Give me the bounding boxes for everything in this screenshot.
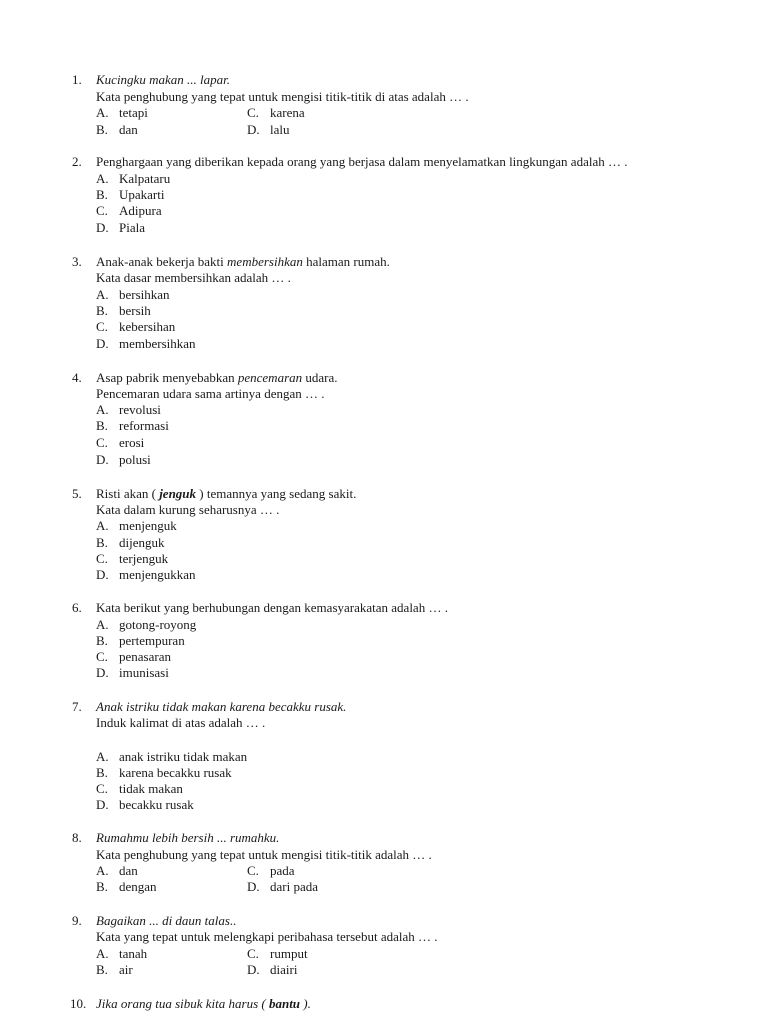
question-number: 10. [70,996,87,1011]
option-letter: C. [96,551,108,566]
option-letter: B. [96,122,108,137]
option-text: gotong-royong [119,617,197,632]
question-stem [96,486,356,502]
option-letter: D. [96,452,109,467]
question-number: 8. [72,830,82,845]
option-text: diairi [270,962,298,977]
question-stem: Anak istriku tidak makan karena becakku rusak. [96,699,347,714]
option-text: menjenguk [119,518,177,533]
option-letter: A. [96,287,109,302]
option-text: imunisasi [119,665,169,680]
option-text: tetapi [119,105,148,120]
option-letter: D. [247,962,260,977]
question-stem [96,996,311,1012]
option-text: tanah [119,946,148,961]
option-text: erosi [119,435,145,450]
question-prompt: Pencemaran udara sama artinya dengan … . [96,386,325,401]
option-letter: C. [247,863,259,878]
option-letter: C. [247,946,259,961]
option-text: polusi [119,452,151,467]
stem-before: Jika orang tua sibuk kita harus ( [96,996,269,1011]
option-text: karena becakku rusak [119,765,232,780]
option-text: menjengukkan [119,567,196,582]
option-text: becakku rusak [119,797,194,812]
question-number: 3. [72,254,82,269]
question-stem [96,254,390,270]
stem-emphasis: pencemaran [237,370,303,385]
option-text: rumput [270,946,308,961]
stem-emphasis: jenguk [159,486,197,501]
question-number: 7. [72,699,82,714]
option-letter: C. [96,203,108,218]
option-letter: B. [96,418,108,433]
option-letter: A. [96,749,109,764]
option-letter: D. [96,336,109,351]
option-letter: D. [96,567,109,582]
option-letter: A. [96,105,109,120]
option-letter: A. [96,171,109,186]
option-letter: A. [96,518,109,533]
question-stem: Bagaikan ... di daun talas.. [96,913,237,928]
question-prompt: Kata penghubung yang tepat untuk mengisi titik-titik di atas adalah … . [96,89,469,104]
option-letter: C. [96,435,108,450]
option-text: dari pada [270,879,319,894]
option-letter: A. [96,402,109,417]
option-text: dengan [119,879,157,894]
question-number: 4. [72,370,82,385]
option-text: terjenguk [119,551,169,566]
stem-before: Anak-anak bekerja bakti [96,254,228,269]
question-prompt: Kata yang tepat untuk melengkapi peribahasa tersebut adalah … . [96,929,438,944]
question-stem: Rumahmu lebih bersih ... rumahku. [96,830,280,845]
stem-emphasis: membersihkan [227,254,303,269]
option-letter: A. [96,617,109,632]
option-text: Adipura [119,203,162,218]
option-text: karena [270,105,305,120]
question-stem: Penghargaan yang diberikan kepada orang yang berjasa dalam menyelamatkan lingkungan adalah … . [96,154,628,169]
option-letter: D. [96,797,109,812]
stem-after: ) temannya yang sedang sakit. [196,486,357,501]
question-prompt: Kata penghubung yang tepat untuk mengisi titik-titik adalah … . [96,847,432,862]
stem-before: Asap pabrik menyebabkan [96,370,238,385]
option-text: anak istriku tidak makan [119,749,248,764]
question-stem: Kucingku makan ... lapar. [96,72,230,87]
option-text: lalu [270,122,290,137]
question-number: 5. [72,486,82,501]
option-letter: C. [96,319,108,334]
option-letter: C. [247,105,259,120]
option-text: pada [270,863,295,878]
option-letter: C. [96,781,108,796]
option-text: bersih [119,303,151,318]
option-text: revolusi [119,402,161,417]
option-letter: D. [96,665,109,680]
stem-before: Risti akan ( [96,486,160,501]
question-number: 9. [72,913,82,928]
option-letter: D. [247,879,260,894]
option-text: dan [119,863,138,878]
option-letter: B. [96,187,108,202]
option-letter: B. [96,303,108,318]
question-stem [96,370,338,386]
stem-after: ). [300,996,311,1011]
question-number: 6. [72,600,82,615]
stem-after: halaman rumah. [302,254,390,269]
option-letter: B. [96,633,108,648]
option-text: membersihkan [119,336,196,351]
option-letter: B. [96,879,108,894]
question-number: 1. [72,72,82,87]
option-letter: A. [96,863,109,878]
option-letter: B. [96,765,108,780]
question-prompt: Kata dasar membersihkan adalah … . [96,270,291,285]
option-letter: D. [247,122,260,137]
option-text: reformasi [119,418,169,433]
option-text: Kalpataru [119,171,171,186]
option-text: Upakarti [119,187,165,202]
stem-emphasis: bantu [268,996,301,1011]
stem-after: udara. [302,370,338,385]
option-letter: B. [96,535,108,550]
question-number: 2. [72,154,82,169]
option-letter: D. [96,220,109,235]
question-stem: Kata berikut yang berhubungan dengan kemasyarakatan adalah … . [96,600,448,615]
option-text: dan [119,122,138,137]
option-letter: B. [96,962,108,977]
option-text: penasaran [119,649,171,664]
option-text: kebersihan [119,319,176,334]
option-text: pertempuran [119,633,185,648]
option-text: air [119,962,133,977]
option-letter: A. [96,946,109,961]
option-text: tidak makan [119,781,183,796]
option-text: Piala [119,220,145,235]
question-prompt: Induk kalimat di atas adalah … . [96,715,266,730]
option-letter: C. [96,649,108,664]
question-prompt: Kata dalam kurung seharusnya … . [96,502,280,517]
option-text: dijenguk [119,535,165,550]
option-text: bersihkan [119,287,170,302]
